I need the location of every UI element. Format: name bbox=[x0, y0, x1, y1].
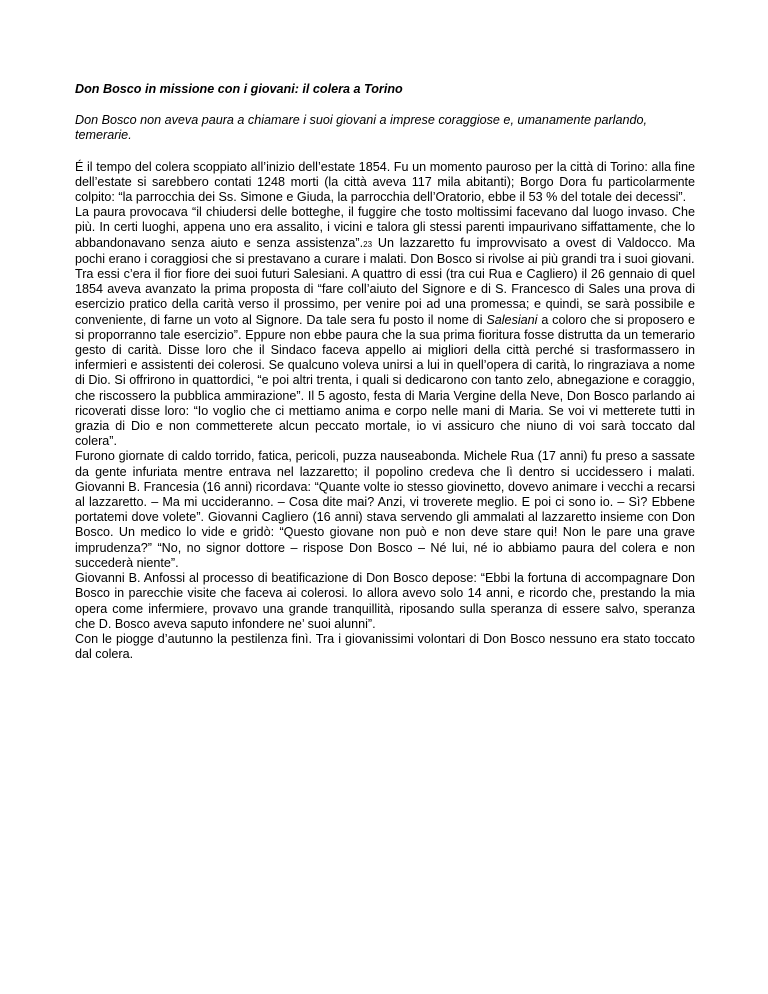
paragraph-2-text-b: Un lazzaretto fu improvvisato a ovest di Valdocco. Ma pochi erano i coraggiosi che si prestavano a curare i malati. Don Bosco si rivolse ai più grandi tra i suoi giovani. bbox=[75, 235, 695, 266]
paragraph-6: Con le piogge d’autunno la pestilenza finì. Tra i giovanissimi volontari di Don Bosco nessuno era stato toccato dal colera. bbox=[75, 631, 695, 662]
paragraph-2 bbox=[75, 205, 695, 267]
paragraph-1: É il tempo del colera scoppiato all’inizio dell’estate 1854. Fu un momento pauroso per la città di Torino: alla fine dell’estate si sarebbero contati 1248 morti (la città aveva 117 mila abitanti); Borgo Dora fu particolarmente colpito: “la parrocchia dei Ss. Simone e Giuda, la parrocchia dell’Oratorio, ebbe il 53 % del totale dei decessi”. bbox=[75, 159, 695, 205]
paragraph-4: Furono giornate di caldo torrido, fatica, pericoli, puzza nauseabonda. Michele Rua (17 anni) fu preso a sassate da gente infuriata mentre entrava nel lazzaretto; il popolino credeva che lì dentro si uccidessero i malati. Giovanni B. Francesia (16 anni) ricordava: “Quante volte io stesso giovinetto, dovevo animare i vecchi a recarsi al lazzaretto. – Ma mi uccideranno. – Cosa dite mai? Anzi, vi troverete meglio. E poi ci sono io. – Sì? Ebbene portatemi dove volete”. Giovanni Cagliero (16 anni) stava servendo gli ammalati al lazzaretto insieme con Don Bosco. Un medico lo vide e gridò: “Questo giovane non può e non deve stare qui! Non le pare una grave imprudenza?” “No, no signor dottore – rispose Don Bosco – Né lui, né io abbiamo paura del colera e non succederà niente”. bbox=[75, 449, 695, 570]
paragraph-3-text-b: a coloro che si proposero e si proporranno tale esercizio”. Eppure non ebbe paura che la sua prima fioritura fosse distrutta da un temerario gesto di carità. Disse loro che il Sindaco faceva appello ai migliori della città perché si trasformassero in infermieri e assistenti dei colerosi. Se qualcuno voleva unirsi a lui in quell’opera di carità, lo ringraziava a nome di Dio. Si offrirono in quattordici, “e poi altri trenta, i quali si dedicarono con tanto zelo, abnegazione e coraggio, che riscossero la pubblica ammirazione”. Il 5 agosto, festa di Maria Vergine della Neve, Don Bosco parlando ai ricoverati disse loro: “Io voglio che ci mettiamo anima e corpo nelle mani di Maria. Se voi vi metterete tutti in grazia di Dio e non commetterete alcun peccato mortale, io vi assicuro che niuno di voi sarà toccato dal colera”. bbox=[75, 312, 696, 449]
document-subtitle: Don Bosco non aveva paura a chiamare i suoi giovani a imprese coraggiose e, umanamente parlando, temerarie. bbox=[75, 113, 647, 143]
paragraph-3 bbox=[75, 267, 695, 449]
paragraph-5: Giovanni B. Anfossi al processo di beatificazione di Don Bosco depose: “Ebbi la fortuna di accompagnare Don Bosco in parecchie visite che faceva ai colerosi. Io allora avevo solo 14 anni, e ricordo che, prestando la mia opera come infermiere, provavo una grande tranquillità, riposando sulla speranza di essere salvo, speranza che D. Bosco aveva saputo infondere ne’ suoi alunni”. bbox=[75, 571, 695, 631]
document-page bbox=[75, 82, 695, 662]
paragraph-3-text-a: Tra essi c’era il fior fiore dei suoi futuri Salesiani. A quattro di essi (tra cui Rua e Cagliero) il 26 gennaio di quel 1854 aveva avanzato la prima proposta di “fare coll’aiuto del Signore e di S. Francesco di Sales una prova di esercizio pratico della carità verso il prossimo, per venire poi ad una promessa; e quindi, se sarà possibile e conveniente, di farne un voto al Signore. Da tale sera fu posto il nome di bbox=[75, 267, 695, 327]
document-title: Don Bosco in missione con i giovani: il colera a Torino bbox=[75, 82, 403, 96]
emphasis-salesiani: Salesiani bbox=[486, 312, 538, 327]
paragraph-2-text-a: La paura provocava “il chiudersi delle botteghe, il fuggire che tosto moltissimi facevano dal luogo invaso. Che più. In certi luoghi, appena uno era assalito, i vicini e talora gli stessi parenti impaurivano siffattamente, che lo abbandonavano senza aiuto e senza assistenza”. bbox=[75, 205, 695, 250]
footnote-marker: 23 bbox=[363, 239, 373, 249]
